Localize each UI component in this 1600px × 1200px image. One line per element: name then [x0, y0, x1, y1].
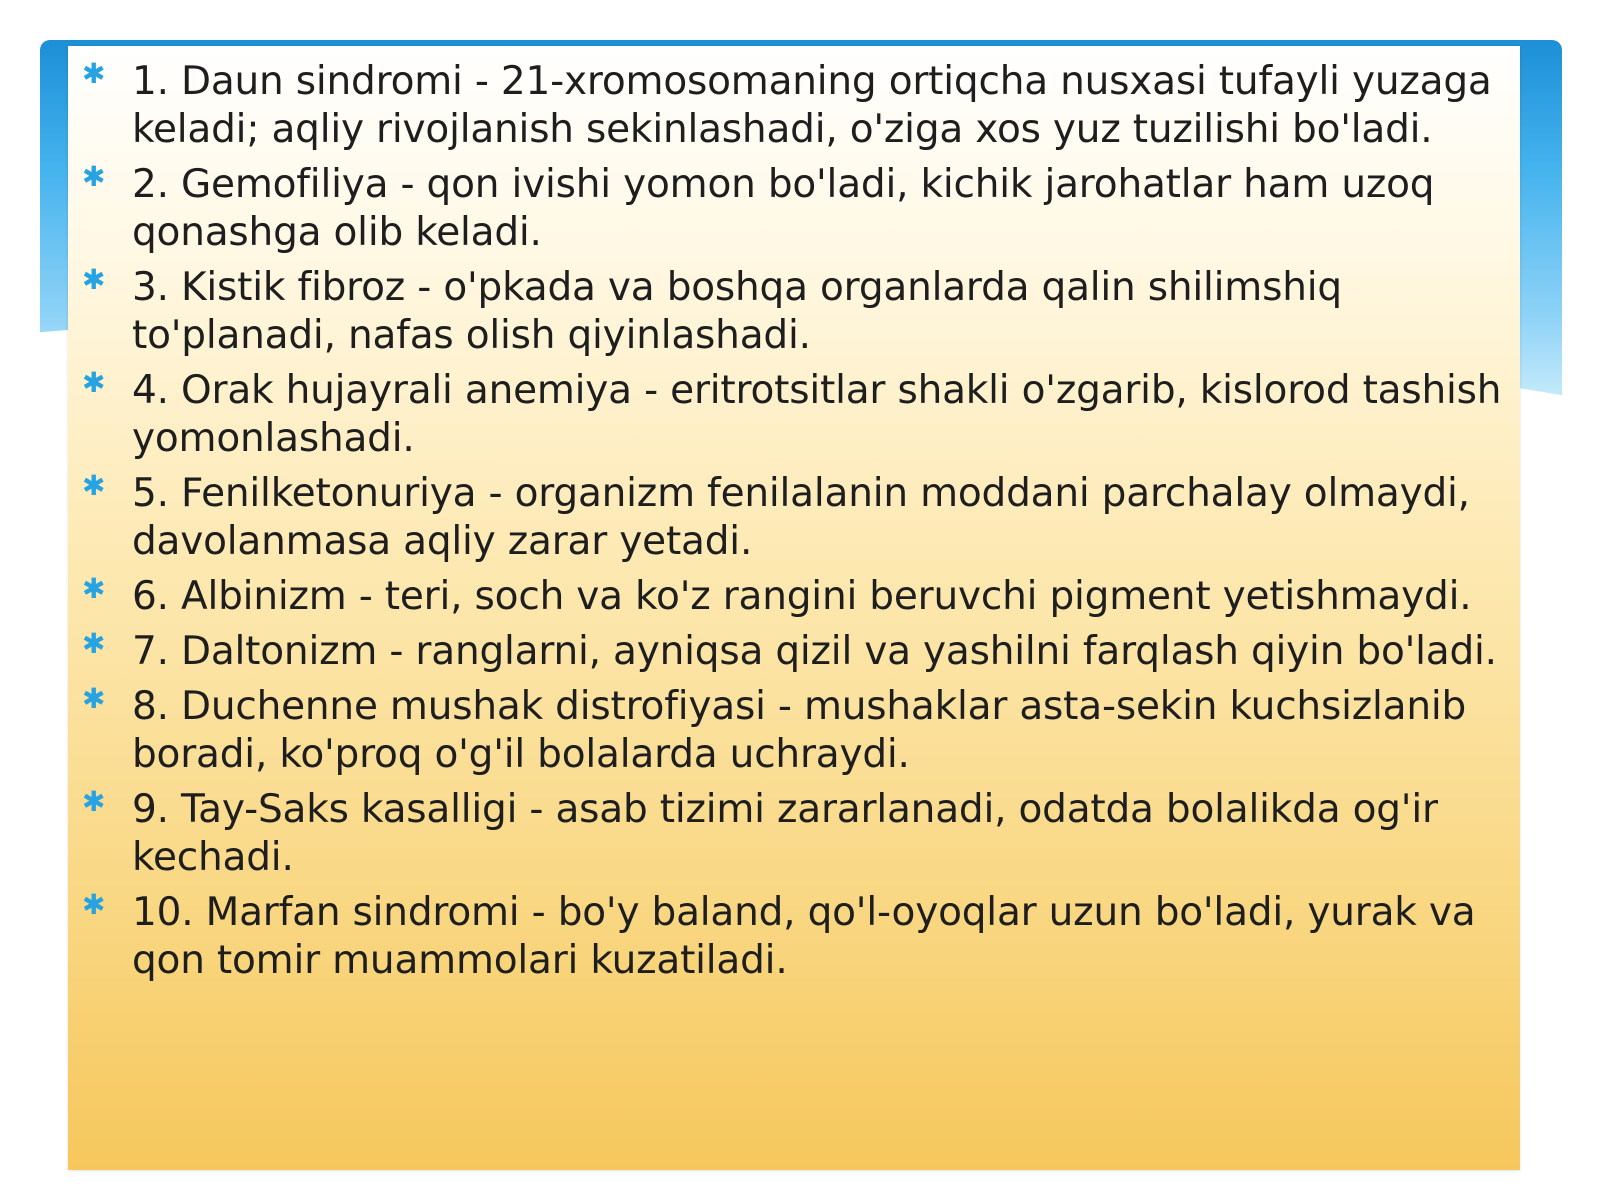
- list-item-text: 10. Marfan sindromi - bo'y baland, qo'l-oyoqlar uzun bo'ladi, yurak va qon tomir muammolari kuzatiladi.: [132, 890, 1476, 983]
- list-item: [82, 58, 1512, 154]
- asterisk-icon: ✱: [82, 888, 106, 921]
- content-card: [68, 46, 1520, 1170]
- list-item-text: 4. Orak hujayrali anemiya - eritrotsitlar shakli o'zgarib, kislorod tashish yomonlashadi.: [132, 368, 1502, 461]
- list-item: [82, 573, 1512, 621]
- list-item-text: 9. Tay-Saks kasalligi - asab tizimi zararlanadi, odatda bolalikda og'ir kechadi.: [132, 787, 1438, 880]
- disease-list: [82, 58, 1512, 992]
- list-item: [82, 786, 1512, 882]
- asterisk-icon: ✱: [82, 785, 106, 818]
- list-item: [82, 367, 1512, 463]
- list-item-text: 8. Duchenne mushak distrofiyasi - mushaklar asta-sekin kuchsizlanib boradi, ko'proq o'g'il bolalarda uchraydi.: [132, 684, 1467, 777]
- asterisk-icon: ✱: [82, 682, 106, 715]
- asterisk-icon: ✱: [82, 366, 106, 399]
- list-item-text: 2. Gemofiliya - qon ivishi yomon bo'ladi, kichik jarohatlar ham uzoq qonashga olib keladi.: [132, 162, 1435, 255]
- list-item-text: 3. Kistik fibroz - o'pkada va boshqa organlarda qalin shilimshiq to'planadi, nafas olish qiyinlashadi.: [132, 265, 1342, 358]
- list-item: [82, 889, 1512, 985]
- asterisk-icon: ✱: [82, 160, 106, 193]
- list-item-text: 1. Daun sindromi - 21-xromosomaning ortiqcha nusxasi tufayli yuzaga keladi; aqliy rivojlanish sekinlashadi, o'ziga xos yuz tuzilishi bo'ladi.: [132, 59, 1492, 152]
- asterisk-icon: ✱: [82, 627, 106, 660]
- asterisk-icon: ✱: [82, 572, 106, 605]
- list-item: [82, 470, 1512, 566]
- list-item-text: 5. Fenilketonuriya - organizm fenilalanin moddani parchalay olmaydi, davolanmasa aqliy zarar yetadi.: [132, 471, 1470, 564]
- list-item: [82, 628, 1512, 676]
- list-item: [82, 161, 1512, 257]
- list-item-text: 7. Daltonizm - ranglarni, ayniqsa qizil va yashilni farqlash qiyin bo'ladi.: [132, 629, 1497, 674]
- asterisk-icon: ✱: [82, 469, 106, 502]
- asterisk-icon: ✱: [82, 57, 106, 90]
- list-item-text: 6. Albinizm - teri, soch va ko'z rangini beruvchi pigment yetishmaydi.: [132, 574, 1472, 619]
- list-item: [82, 264, 1512, 360]
- list-item: [82, 683, 1512, 779]
- asterisk-icon: ✱: [82, 263, 106, 296]
